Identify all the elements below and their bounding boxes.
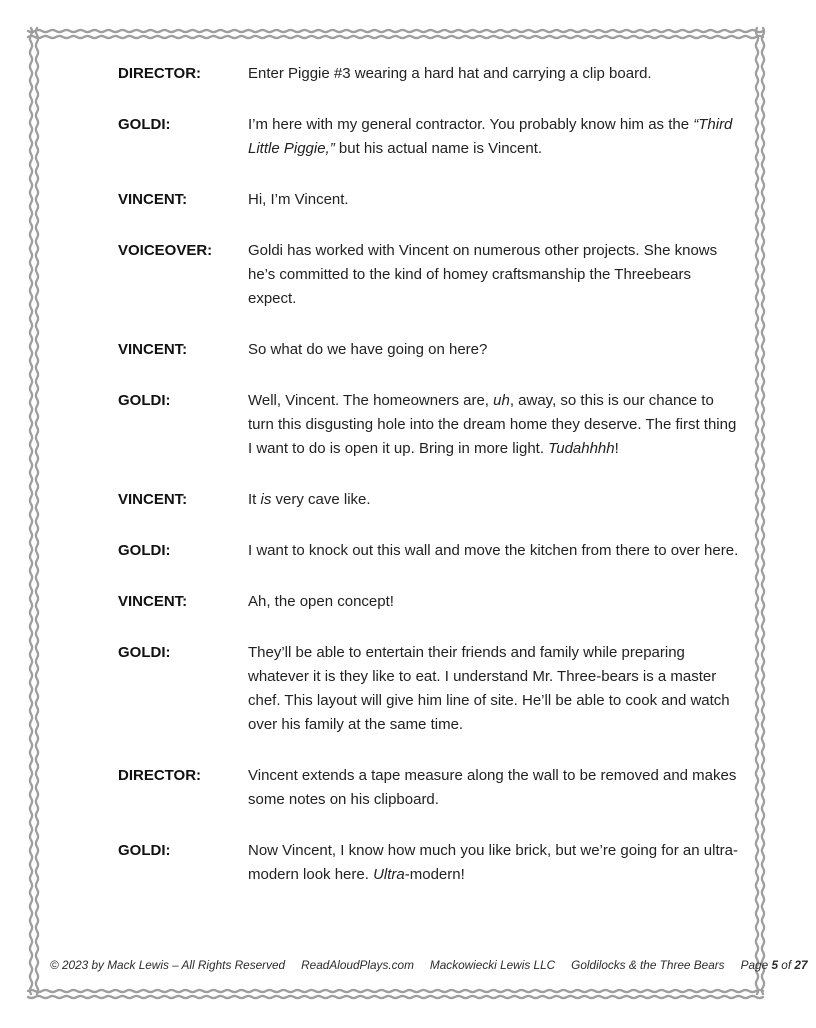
footer-segment: Mackowiecki Lewis LLC [429, 958, 556, 972]
footer-segment: ReadAloudPlays.com [301, 958, 414, 972]
dialogue-text: Enter Piggie #3 wearing a hard hat and carrying a clip board. [248, 65, 652, 82]
speaker-label: VINCENT: [118, 491, 188, 508]
page-footer [42, 958, 808, 972]
dialogue-text: Now Vincent, I know how much you like brick, but we’re going for an ultra-modern look here. Ultra-modern! [248, 842, 738, 883]
speaker-label: GOLDI: [118, 542, 171, 559]
dialogue-text: Ah, the open concept! [248, 593, 394, 610]
script-row [118, 389, 743, 461]
speaker-label: DIRECTOR: [118, 767, 202, 784]
script-row [118, 338, 743, 362]
script-row [118, 641, 743, 737]
speaker-label: GOLDI: [118, 392, 171, 409]
footer-segment: Page 5 of 27 [740, 958, 808, 972]
script-row [118, 239, 743, 311]
dialogue-text: It is very cave like. [248, 491, 371, 508]
script-row [118, 539, 743, 563]
script-row [118, 839, 743, 887]
script-row [118, 764, 743, 812]
dialogue-text: Vincent extends a tape measure along the wall to be removed and makes some notes on his clipboard. [248, 767, 737, 808]
speaker-label: DIRECTOR: [118, 65, 202, 82]
speaker-label: VINCENT: [118, 341, 188, 358]
script-row [118, 488, 743, 512]
script-row [118, 62, 743, 86]
speaker-label: GOLDI: [118, 842, 171, 859]
script-row [118, 188, 743, 212]
speaker-label: VOICEOVER: [118, 242, 213, 259]
speaker-label: VINCENT: [118, 593, 188, 610]
script-row [118, 113, 743, 161]
speaker-label: GOLDI: [118, 644, 171, 661]
dialogue-text: I’m here with my general contractor. You probably know him as the “Third Little Piggie,” but his actual name is Vincent. [248, 116, 733, 157]
footer-segment: © 2023 by Mack Lewis – All Rights Reserved [50, 958, 286, 972]
dialogue-text: They’ll be able to entertain their friends and family while preparing whatever it is they like to eat. I understand Mr. Three-bears is a master chef. This layout will give him line of site. He’ll be able to cook and watch over his family at the same time. [248, 644, 730, 733]
speaker-label: GOLDI: [118, 116, 171, 133]
dialogue-text: So what do we have going on here? [248, 341, 488, 358]
dialogue-text: I want to knock out this wall and move the kitchen from there to over here. [248, 542, 739, 559]
script-body [118, 62, 743, 914]
speaker-label: VINCENT: [118, 191, 188, 208]
dialogue-text: Well, Vincent. The homeowners are, uh, away, so this is our chance to turn this disgusting hole into the dream home they deserve. The first thing I want to do is open it up. Bring in more light. Tudahhhh! [248, 392, 737, 457]
dialogue-text: Hi, I’m Vincent. [248, 191, 349, 208]
script-row [118, 590, 743, 614]
dialogue-text: Goldi has worked with Vincent on numerous other projects. She knows he’s committed to the kind of homey craftsmanship the Threebears expect. [248, 242, 718, 307]
footer-segment: Goldilocks & the Three Bears [571, 958, 725, 972]
